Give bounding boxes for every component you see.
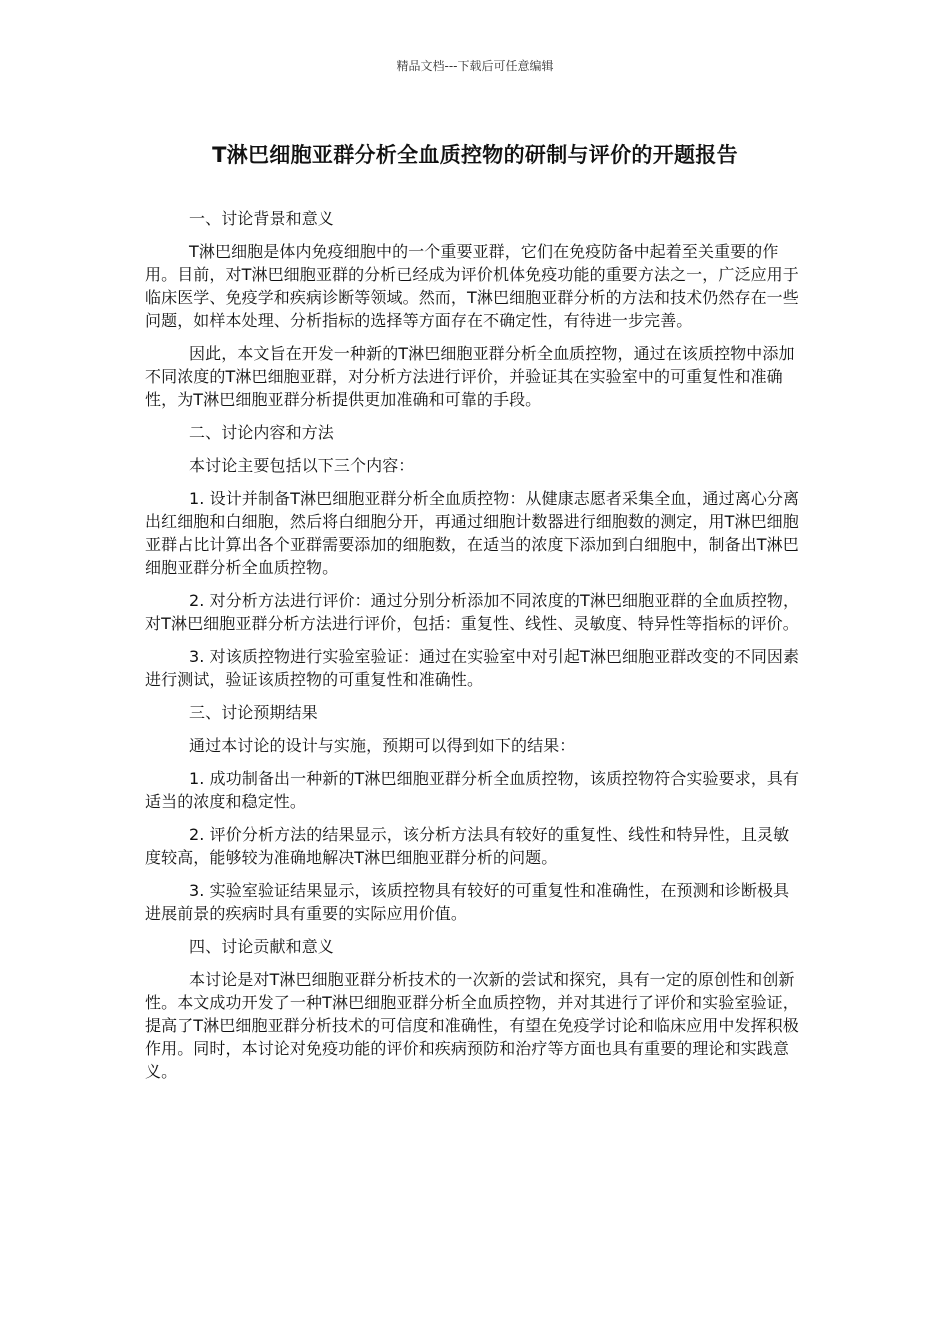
list-item: 3. 对该质控物进行实验室验证：通过在实验室中对引起T淋巴细胞亚群改变的不同因素进行测试，验证该质控物的可重复性和准确性。 (145, 647, 800, 689)
document-body (145, 207, 805, 1093)
section-heading: 三、讨论预期结果 (189, 703, 318, 722)
list-item: 2. 对分析方法进行评价：通过分别分析添加不同浓度的T淋巴细胞亚群的全血质控物，对T淋巴细胞亚群分析方法进行评价，包括：重复性、线性、灵敏度、特异性等指标的评价。 (145, 591, 800, 633)
paragraph: 通过本讨论的设计与实施，预期可以得到如下的结果： (189, 736, 576, 755)
section-heading: 一、讨论背景和意义 (189, 209, 334, 228)
paragraph: 因此，本文旨在开发一种新的T淋巴细胞亚群分析全血质控物，通过在该质控物中添加不同浓度的T淋巴细胞亚群，对分析方法进行评价，并验证其在实验室中的可重复性和准确性，为T淋巴细胞亚群分析提供更加准确和可靠的手段。 (145, 344, 795, 409)
document-title: T淋巴细胞亚群分析全血质控物的研制与评价的开题报告 (212, 143, 738, 167)
section-heading: 四、讨论贡献和意义 (189, 937, 334, 956)
paragraph: 本讨论是对T淋巴细胞亚群分析技术的一次新的尝试和探究，具有一定的原创性和创新性。本文成功开发了一种T淋巴细胞亚群分析全血质控物，并对其进行了评价和实验室验证，提高了T淋巴细胞亚群分析技术的可信度和准确性，有望在免疫学讨论和临床应用中发挥积极作用。同时，本讨论对免疫功能的评价和疾病预防和治疗等方面也具有重要的理论和实践意义。 (145, 970, 799, 1081)
paragraph: T淋巴细胞是体内免疫细胞中的一个重要亚群，它们在免疫防备中起着至关重要的作用。目前，对T淋巴细胞亚群的分析已经成为评价机体免疫功能的重要方法之一，广泛应用于临床医学、免疫学和疾病诊断等领域。然而，T淋巴细胞亚群分析的方法和技术仍然存在一些问题，如样本处理、分析指标的选择等方面存在不确定性，有待进一步完善。 (145, 242, 799, 330)
list-item: 3. 实验室验证结果显示，该质控物具有较好的可重复性和准确性，在预测和诊断极具进展前景的疾病时具有重要的实际应用价值。 (145, 881, 790, 923)
page-header: 精品文档---下载后可任意编辑 (396, 59, 554, 73)
section-heading: 二、讨论内容和方法 (189, 423, 334, 442)
list-item: 2. 评价分析方法的结果显示，该分析方法具有较好的重复性、线性和特异性，且灵敏度较高，能够较为准确地解决T淋巴细胞亚群分析的问题。 (145, 825, 790, 867)
list-item: 1. 设计并制备T淋巴细胞亚群分析全血质控物：从健康志愿者采集全血，通过离心分离出红细胞和白细胞，然后将白细胞分开，再通过细胞计数器进行细胞数的测定，用T淋巴细胞亚群占比计算出各个亚群需要添加的细胞数，在适当的浓度下添加到白细胞中，制备出T淋巴细胞亚群分析全血质控物。 (145, 489, 800, 577)
paragraph: 本讨论主要包括以下三个内容： (189, 456, 415, 475)
list-item: 1. 成功制备出一种新的T淋巴细胞亚群分析全血质控物，该质控物符合实验要求，具有适当的浓度和稳定性。 (145, 769, 800, 811)
